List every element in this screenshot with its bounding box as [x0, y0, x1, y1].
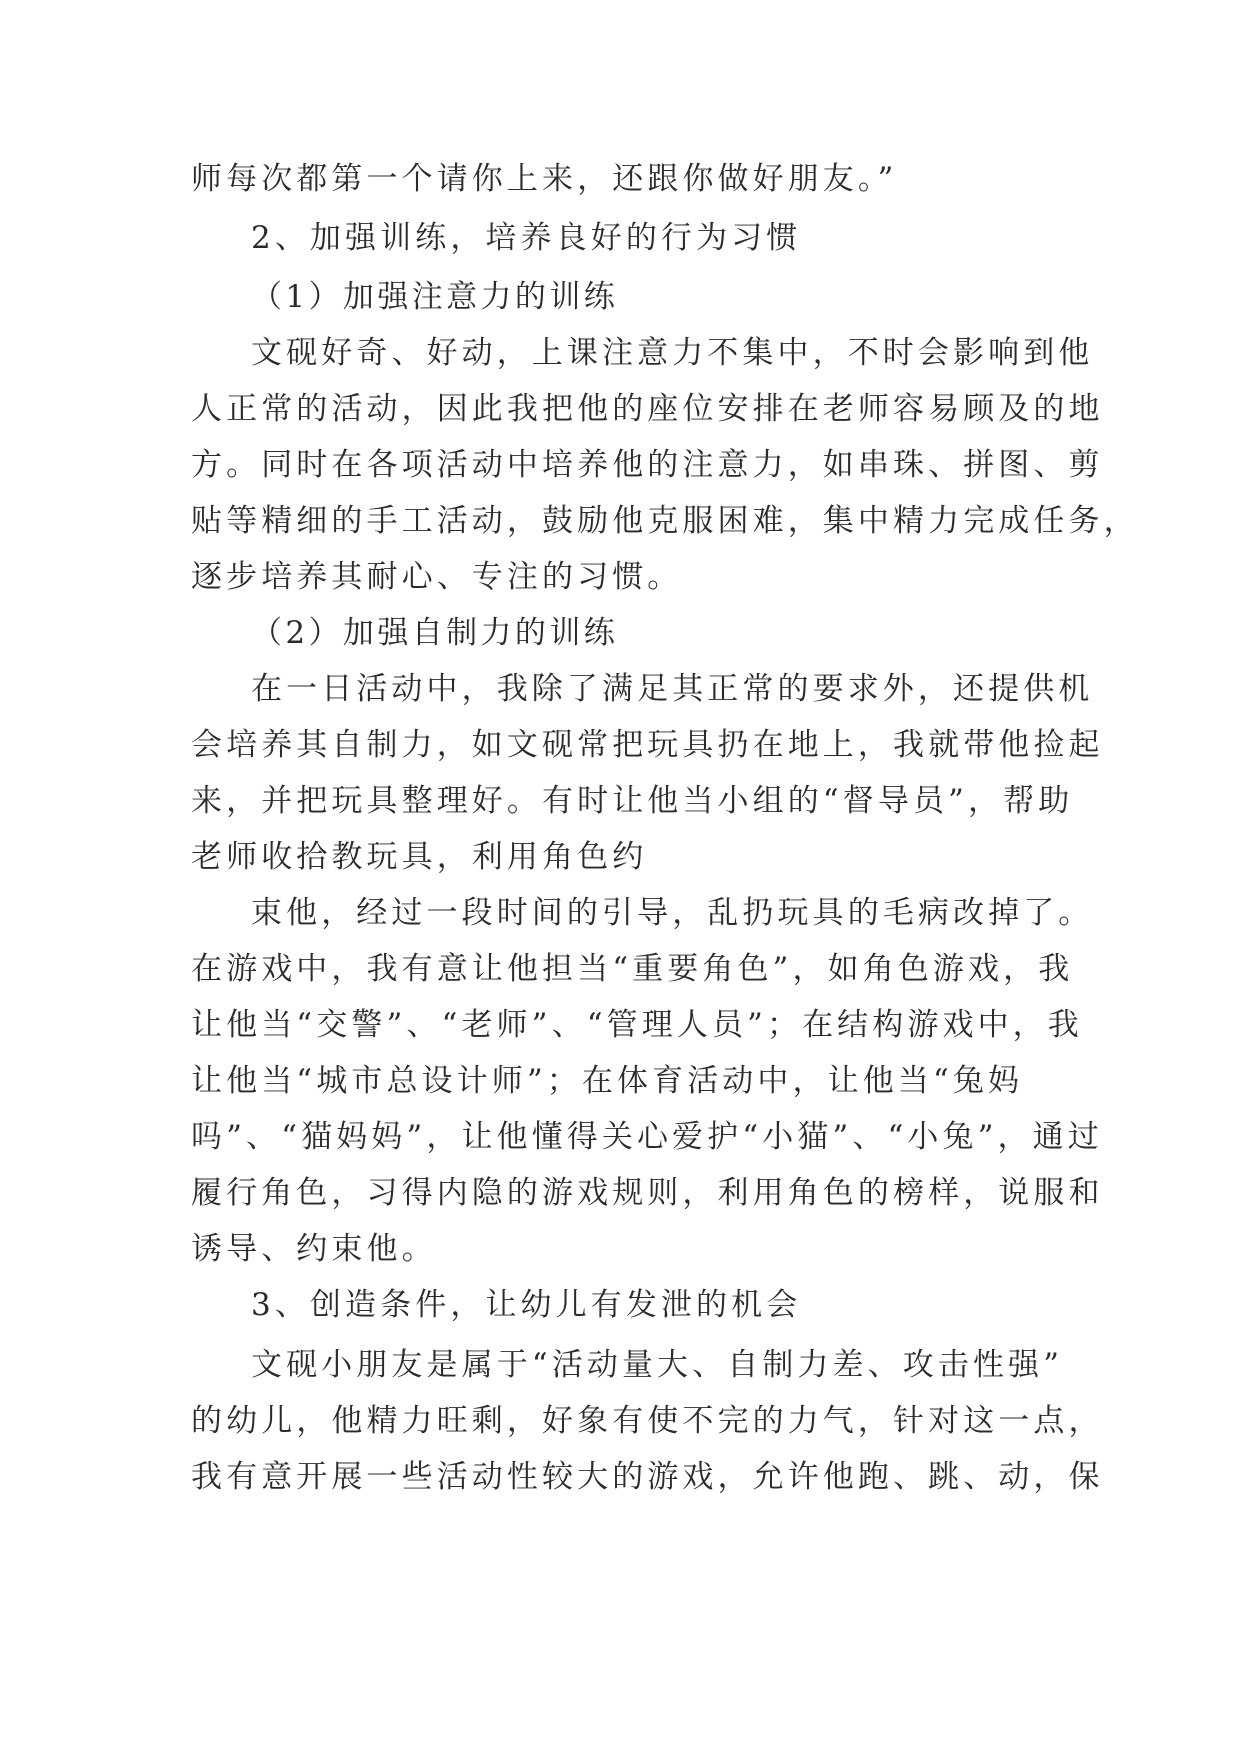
- text-line: 让他当“城市总设计师”；在体育活动中，让他当“兔妈: [191, 1063, 1024, 1099]
- subsection-heading: （2）加强自制力的训练: [251, 615, 619, 651]
- text-line: 吗”、“猫妈妈”，让他懂得关心爱护“小猫”、“小兔”，通过: [191, 1119, 1103, 1155]
- text-line: 让他当“交警”、“老师”、“管理人员”；在结构游戏中，我: [191, 1007, 1083, 1043]
- subsection-heading: （1）加强注意力的训练: [251, 279, 619, 315]
- text-line: 履行角色，习得内隐的游戏规则，利用角色的榜样，说服和: [191, 1175, 1104, 1211]
- text-line: 诱导、约束他。: [191, 1231, 437, 1267]
- text-line: 在游戏中，我有意让他担当“重要角色”，如角色游戏，我: [191, 951, 1074, 987]
- text-line: 的幼儿，他精力旺剩，好象有使不完的力气，针对这一点，: [191, 1403, 1104, 1439]
- text-line: 人正常的活动，因此我把他的座位安排在老师容易顾及的地: [191, 391, 1104, 427]
- text-line: 逐步培养其耐心、专注的习惯。: [191, 559, 683, 595]
- section-heading: 2、加强训练，培养良好的行为习惯: [251, 220, 802, 256]
- text-line: 我有意开展一些活动性较大的游戏，允许他跑、跳、动，保: [191, 1459, 1104, 1495]
- text-line: 在一日活动中，我除了满足其正常的要求外，还提供机: [251, 671, 1094, 707]
- text-line: 束他，经过一段时间的引导，乱扔玩具的毛病改掉了。: [251, 895, 1094, 931]
- section-heading: 3、创造条件，让幼儿有发泄的机会: [251, 1287, 802, 1323]
- text-line: 文砚好奇、好动，上课注意力不集中，不时会影响到他: [251, 335, 1094, 371]
- text-line: 文砚小朋友是属于“活动量大、自制力差、攻击性强”: [251, 1347, 1064, 1383]
- text-line: 师每次都第一个请你上来，还跟你做好朋友。”: [191, 161, 898, 197]
- text-line: 贴等精细的手工活动，鼓励他克服困难，集中精力完成任务，: [191, 503, 1139, 539]
- text-line: 方。同时在各项活动中培养他的注意力，如串珠、拼图、剪: [191, 447, 1104, 483]
- text-line: 来，并把玩具整理好。有时让他当小组的“督导员”，帮助: [191, 783, 1074, 819]
- text-line: 会培养其自制力，如文砚常把玩具扔在地上，我就带他捡起: [191, 727, 1104, 763]
- text-line: 老师收拾教玩具，利用角色约: [191, 839, 648, 875]
